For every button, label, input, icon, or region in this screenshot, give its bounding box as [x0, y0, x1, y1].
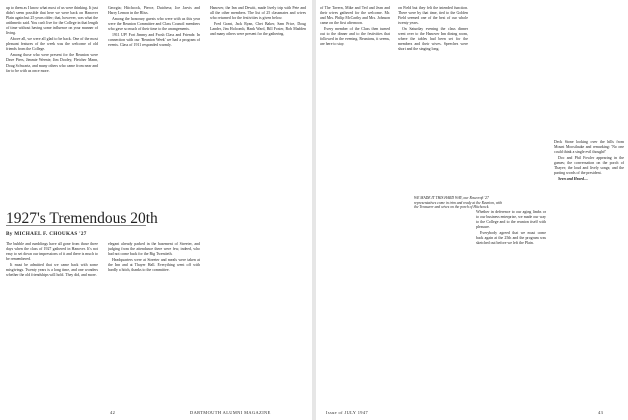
article-title: 1927's Tremendous 20th [6, 210, 158, 227]
paragraph: Everybody agreed that we must come back again at the 25th and the program was sketched out before we left the Plain. [476, 231, 546, 246]
paragraph: Doc and Phil Fowler appearing in the games; the conversation on the porch of Thayer; the loud and lively songs; and the parting words of the president. [554, 156, 624, 176]
paragraph: Fred Grant, Jack Ryan, Chet Baker, Sam Price, Doug Lander, Jim Holcomb, Hank Ward, Bill Foster, Bob Madden and many others were present for the gathering. [210, 22, 306, 37]
story-column-2 [108, 242, 200, 404]
left-page-number: 42 [110, 410, 116, 415]
right-column-3 [476, 210, 546, 406]
byline: By MICHAEL F. CHOUKAS '27 [6, 231, 87, 237]
story-column-1 [6, 242, 98, 404]
paragraph: Among the honorary guests who were with us this year were the Reunion Committee and Class Council members who gave so much of their time to the arrangements. [108, 17, 200, 32]
left-column-2 [108, 6, 200, 206]
paragraph: of The Tavern, Mike and Ted and Jean and their wives gathered for the welcome. Mr. and Mrs. Philip McCarthy and Mrs. Johnson came on the first afternoon. [320, 6, 390, 26]
paragraph: It must be admitted that we came back with some misgivings. Twenty years is a long time, and one wonders whether the old friendships will hold. They did, and more. [6, 263, 98, 278]
left-column-1 [6, 6, 98, 206]
subhead: Seen and Heard— [558, 177, 588, 182]
paragraph: On Saturday evening the class dinner went over to the Hanover Inn dining room, where the tables had been set for the members and their wives. Speeches were short and the singing long. [398, 27, 468, 52]
paragraph: Among those who were present for the Reunion were Dave Piers, Jimmie Weenie, Jim Dooley, Fletcher Mann, Doug Schwartz, and many others who came from near and far to be with us once more. [6, 53, 98, 73]
right-page-number: 43 [598, 410, 604, 415]
paragraph: Georgia; Hitchcock, Pierce, Dutchess; Joe Jarvis and Harry Lemon in the Bliss. [108, 6, 200, 16]
photo-caption: WE MADE IT THIS HARD WAY, our Rosecroft '27 representatives come in trim and ready at the Reunion, with the Treasurer and wives on the porch of Hitchcock. [414, 196, 503, 210]
right-column-1 [320, 6, 390, 406]
title-rule [6, 225, 146, 226]
paragraph: Every member of the Class then turned out to the dinner and to the festivities that followed in the evening. Reunions, it seems, are here to stay. [320, 27, 390, 47]
paragraph: up to them as I know what most of us were thinking. It just didn't seem possible that here we were back on Hanover Plain again but 25 years older; that, however, was what the arithmetic said. You can't live for the College in that length of time without having some influence on your manner of living. [6, 6, 98, 36]
paragraph: The bubble and rumblings have all gone from those three days when the class of 1927 gathered in Hanover. It's not easy to set down our impressions of it and there is much to be remembered. [6, 242, 98, 262]
paragraph: Headquarters were at Streeter and meals were taken at the Inn and at Thayer Hall. Everything went off with hardly a hitch, thanks to the committee. [108, 258, 200, 273]
paragraph: on Field but they felt the intended function. There were by that time, tied to the Golden Field seemed one of the best of our whole twenty years. [398, 6, 468, 26]
paragraph: elegant already parked in the basement of Streeter, and judging from the attendance there were few, indeed, who had not come back for the Big Twentieth. [108, 242, 200, 257]
right-column-4 [554, 140, 624, 406]
paragraph: Deck Stone looking over the hills from Mount Moosilauke and remarking: 'No one could think a single evil thought!' [554, 140, 624, 155]
paragraph: Above all, we were all glad to be back. One of the most pleasant features of the week was the welcome of old friends from the College. [6, 37, 98, 52]
paragraph: Hanover, the Inn and Dewitt, made lively trip with Pete and all the other members. The list of 25 classmates and wives who returned for the festivities is given below. [210, 6, 306, 21]
issue-date: Issue of JULY 1947 [326, 410, 369, 415]
paragraph: 1911 UP! Fort Jimmy and Frosh Class and Friends: In connection with our 'Reunion Week' we had a program of events. Class of 1911 responded warmly. [108, 33, 200, 48]
magazine-name: DARTMOUTH ALUMNI MAGAZINE [190, 410, 271, 415]
left-page [0, 0, 312, 420]
left-column-3 [210, 6, 306, 406]
paragraph: Whether in deference to our aging limbs or to our business enterprise, we made our way to the College and to the reunion itself with pleasure. [476, 210, 546, 230]
